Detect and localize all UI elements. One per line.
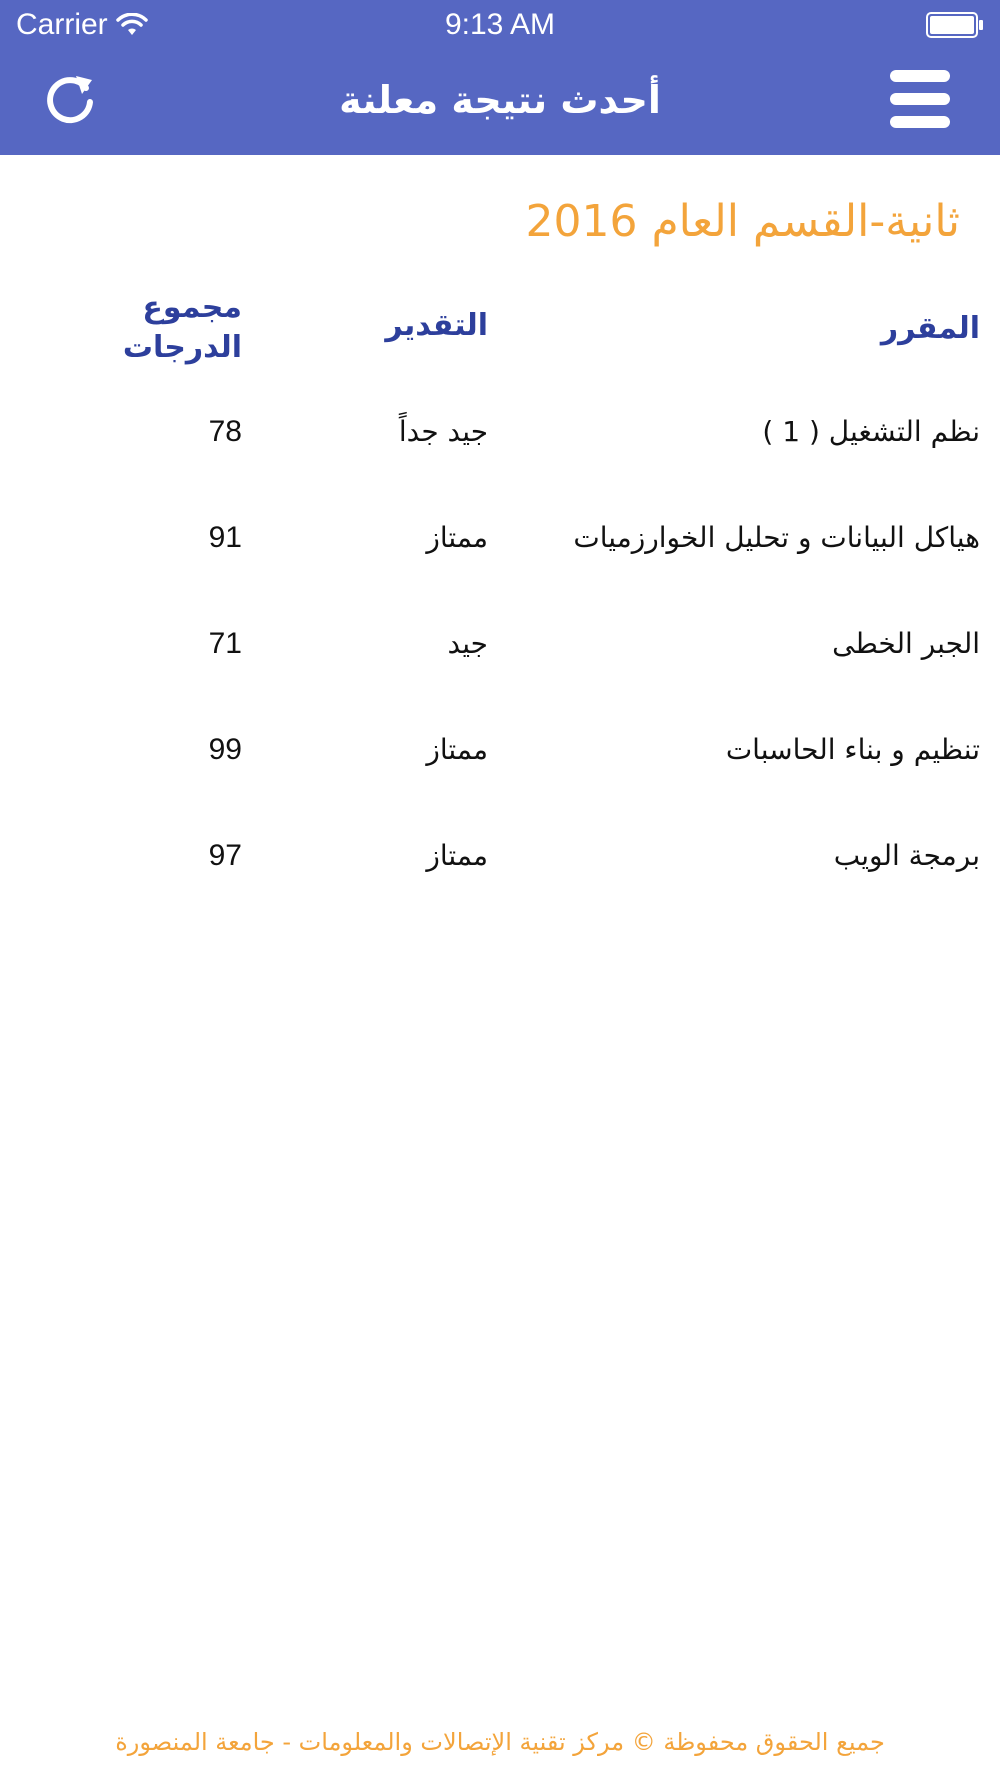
table-row — [0, 508, 1000, 568]
column-header-total — [100, 288, 242, 368]
table-row — [0, 614, 1000, 674]
battery-icon — [926, 12, 984, 38]
course-total: 99 — [208, 733, 242, 766]
course-total: 78 — [208, 415, 242, 448]
course-grade: ممتاز — [426, 733, 488, 766]
table-row — [0, 402, 1000, 462]
course-name: نظم التشغيل ( 1 ) — [762, 415, 980, 448]
status-time: 9:13 AM — [444, 8, 556, 41]
carrier-label: Carrier — [16, 8, 108, 41]
course-total: 71 — [208, 627, 242, 660]
column-header-total-line1: مجموع — [142, 290, 242, 325]
menu-button[interactable] — [888, 68, 952, 130]
hamburger-menu-icon — [890, 70, 950, 128]
copyright-footer: جميع الحقوق محفوظة © مركز تقنية الإتصالات والمعلومات - جامعة المنصورة — [115, 1728, 885, 1756]
results-title: ثانية-القسم العام 2016 — [525, 196, 960, 247]
column-header-grade: التقدير — [385, 308, 488, 343]
course-name: الجبر الخطى — [832, 627, 980, 660]
course-name: تنظيم و بناء الحاسبات — [725, 733, 980, 766]
column-header-total-line2: الدرجات — [122, 330, 242, 365]
page-title: أحدث نتيجة معلنة — [339, 78, 661, 122]
navigation-header — [0, 0, 1000, 155]
course-grade: ممتاز — [426, 839, 488, 872]
course-grade: ممتاز — [426, 521, 488, 554]
course-grade: جيد — [447, 627, 488, 660]
course-total: 91 — [208, 521, 242, 554]
course-grade: جيد جداً — [398, 415, 488, 448]
table-row — [0, 720, 1000, 780]
table-row — [0, 826, 1000, 886]
course-name: برمجة الويب — [833, 839, 980, 872]
course-name: هياكل البيانات و تحليل الخوارزميات — [573, 521, 980, 554]
column-header-course: المقرر — [880, 311, 980, 346]
course-total: 97 — [208, 839, 242, 872]
